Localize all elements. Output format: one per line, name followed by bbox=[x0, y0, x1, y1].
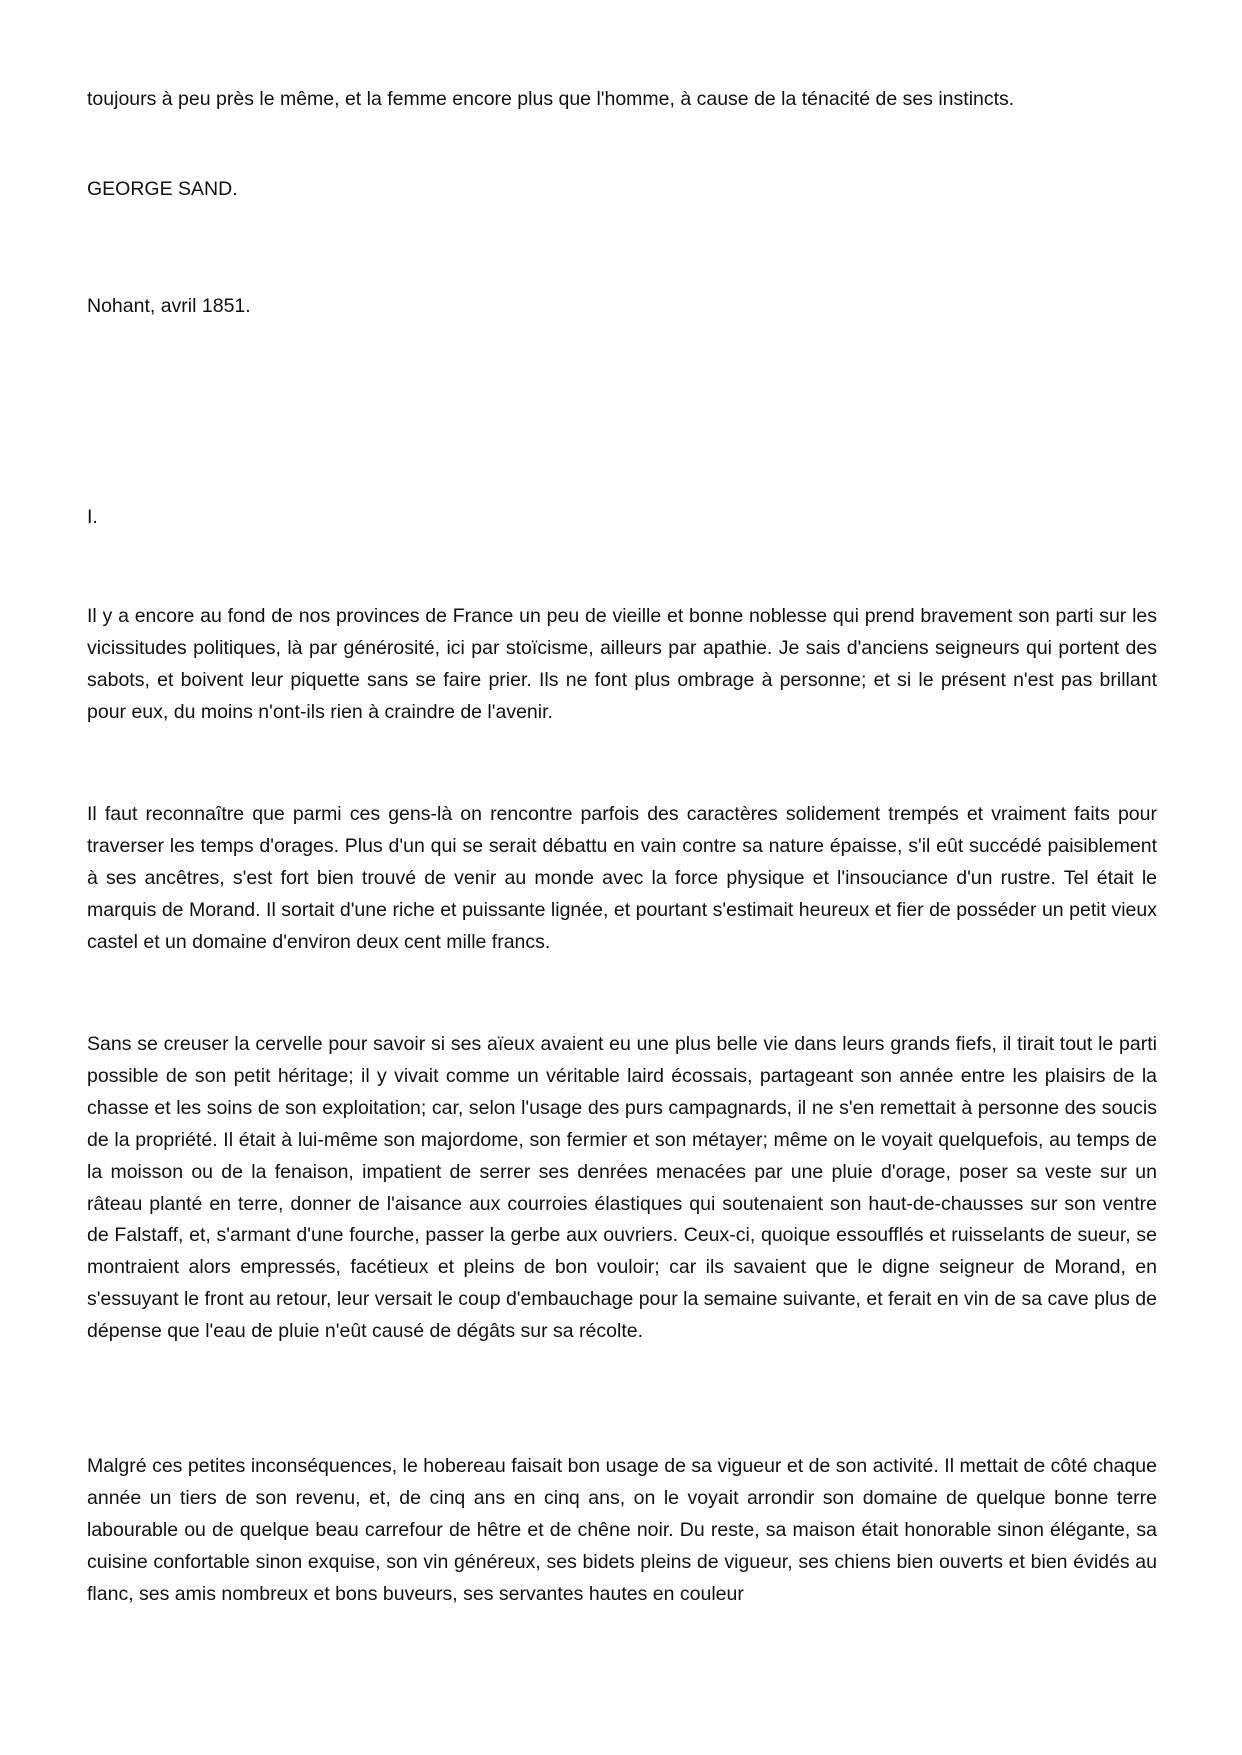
paragraph-4: Malgré ces petites inconséquences, le hobereau faisait bon usage de sa vigueur et de son activité. Il mettait de côté chaque année un tiers de son revenu, et, de cinq ans en cinq ans, on le voyait arrondir son domaine de quelque bonne terre labourable ou de quelque beau carrefour de hêtre et de chêne noir. Du reste, sa maison était honorable sinon élégante, sa cuisine confortable sinon exquise, son vin généreux, ses bidets pleins de vigueur, ses chiens bien ouverts et bien évidés au flanc, ses amis nombreux et bons buveurs, ses servantes hautes en couleur bbox=[87, 1455, 1157, 1605]
intro-closing-line: toujours à peu près le même, et la femme encore plus que l'homme, à cause de la ténacité de ses instincts. bbox=[87, 88, 1015, 110]
author-signature: GEORGE SAND. bbox=[87, 178, 238, 200]
paragraph-3: Sans se creuser la cervelle pour savoir si ses aïeux avaient eu une plus belle vie dans leurs grands fiefs, il tirait tout le parti possible de son petit héritage; il y vivait comme un véritable laird écossais, partageant son année entre les plaisirs de la chasse et les soins de son exploitation; car, selon l'usage des purs campagnards, il ne s'en remettait à personne des soucis de la propriété. Il était à lui-même son majordome, son fermier et son métayer; même on le voyait quelquefois, au temps de la moisson ou de la fenaison, impatient de serrer ses denrées menacées par une pluie d'orage, poser sa veste sur un râteau planté en terre, donner de l'aisance aux courroies élastiques qui soutenaient son haut-de-chausses sur son ventre de Falstaff, et, s'armant d'une fourche, passer la gerbe aux ouvriers. Ceux-ci, quoique essoufflés et ruisselants de sueur, se montraient alors empressés, facétieux et pleins de bon vouloir; car ils savaient que le digne seigneur de Morand, en s'essuyant le front au retour, leur versait le coup d'embauchage pour la semaine suivante, et ferait en vin de sa cave plus de dépense que l'eau de pluie n'eût causé de dégâts sur sa récolte. bbox=[87, 1033, 1157, 1343]
place-and-date: Nohant, avril 1851. bbox=[87, 295, 251, 317]
paragraph-2: Il faut reconnaître que parmi ces gens-là on rencontre parfois des caractères solidement trempés et vraiment faits pour traverser les temps d'orages. Plus d'un qui se serait débattu en vain contre sa nature épaisse, s'il eût succédé paisiblement à ses ancêtres, s'est fort bien trouvé de venir au monde avec la force physique et l'insouciance d'un rustre. Tel était le marquis de Morand. Il sortait d'une riche et puissante lignée, et pourtant s'estimait heureux et fier de posséder un petit vieux castel et un domaine d'environ deux cent mille francs. bbox=[87, 803, 1157, 953]
chapter-number: I. bbox=[87, 506, 98, 528]
paragraph-1: Il y a encore au fond de nos provinces de France un peu de vieille et bonne noblesse qui prend bravement son parti sur les vicissitudes politiques, là par générosité, ici par stoïcisme, ailleurs par apathie. Je sais d'anciens seigneurs qui portent des sabots, et boivent leur piquette sans se faire prier. Ils ne font plus ombrage à personne; et si le présent n'est pas brillant pour eux, du moins n'ont-ils rien à craindre de l'avenir. bbox=[87, 605, 1157, 723]
